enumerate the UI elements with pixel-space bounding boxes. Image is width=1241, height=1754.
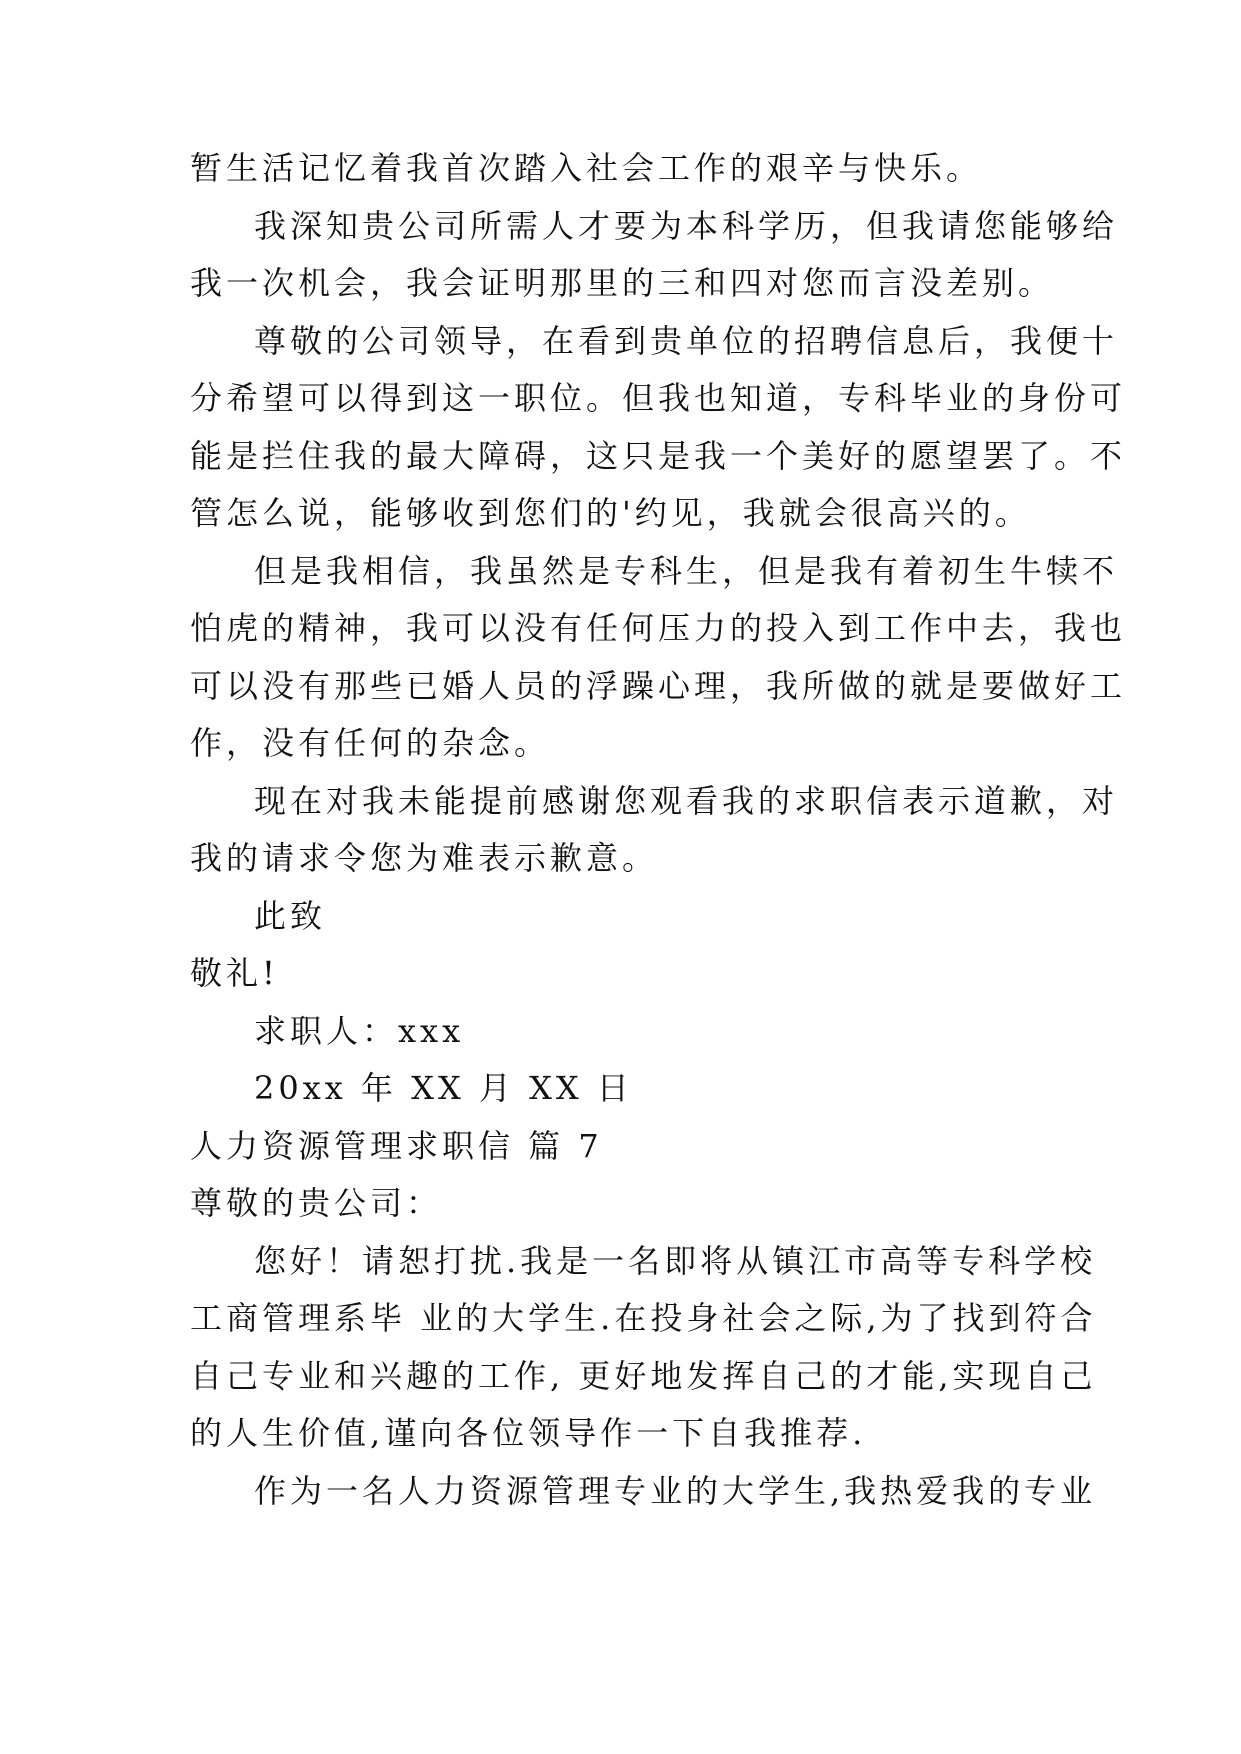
text-line: 的人生价值,谨向各位领导作一下自我推荐. xyxy=(190,1414,867,1452)
text-line: 我一次机会，我会证明那里的三和四对您而言没差别。 xyxy=(190,264,1055,302)
text-line: 工商管理系毕 业的大学生.在投身社会之际,为了找到符合 xyxy=(190,1299,1097,1337)
text-line: 可以没有那些已婚人员的浮躁心理，我所做的就是要做好工 xyxy=(190,667,1127,705)
text-line: 管怎么说，能够收到您们的'约见，我就会很高兴的。 xyxy=(190,494,1031,532)
text-line: 我的请求令您为难表示歉意。 xyxy=(190,839,659,877)
text-line: 作，没有任何的杂念。 xyxy=(190,724,551,762)
text-line: 自己专业和兴趣的工作, 更好地发挥自己的才能,实现自己 xyxy=(190,1357,1097,1395)
text-line: 20xx 年 XX 月 XX 日 xyxy=(254,1069,633,1107)
text-line: 求职人：xxx xyxy=(254,1012,465,1050)
text-line: 您好！请恕打扰.我是一名即将从镇江市高等专科学校 xyxy=(254,1242,1097,1280)
text-line: 敬礼! xyxy=(190,954,279,992)
text-line: 现在对我未能提前感谢您观看我的求职信表示道歉，对 xyxy=(254,782,1119,820)
text-line: 怕虎的精神，我可以没有任何压力的投入到工作中去，我也 xyxy=(190,609,1127,647)
text-line: 暂生活记忆着我首次踏入社会工作的艰辛与快乐。 xyxy=(190,149,983,187)
text-line: 尊敬的公司领导，在看到贵单位的招聘信息后，我便十 xyxy=(254,322,1119,360)
text-line: 但是我相信，我虽然是专科生，但是我有着初生牛犊不 xyxy=(254,552,1119,590)
text-line: 能是拦住我的最大障碍，这只是我一个美好的愿望罢了。不 xyxy=(190,437,1127,475)
text-line: 作为一名人力资源管理专业的大学生,我热爱我的专业 xyxy=(254,1472,1097,1510)
text-line: 分希望可以得到这一职位。但我也知道，专科毕业的身份可 xyxy=(190,379,1127,417)
section-heading: 人力资源管理求职信 篇 7 xyxy=(190,1127,603,1165)
salutation: 尊敬的贵公司： xyxy=(190,1184,443,1222)
text-line: 我深知贵公司所需人才要为本科学历，但我请您能够给 xyxy=(254,207,1119,245)
text-line: 此致 xyxy=(254,897,327,935)
